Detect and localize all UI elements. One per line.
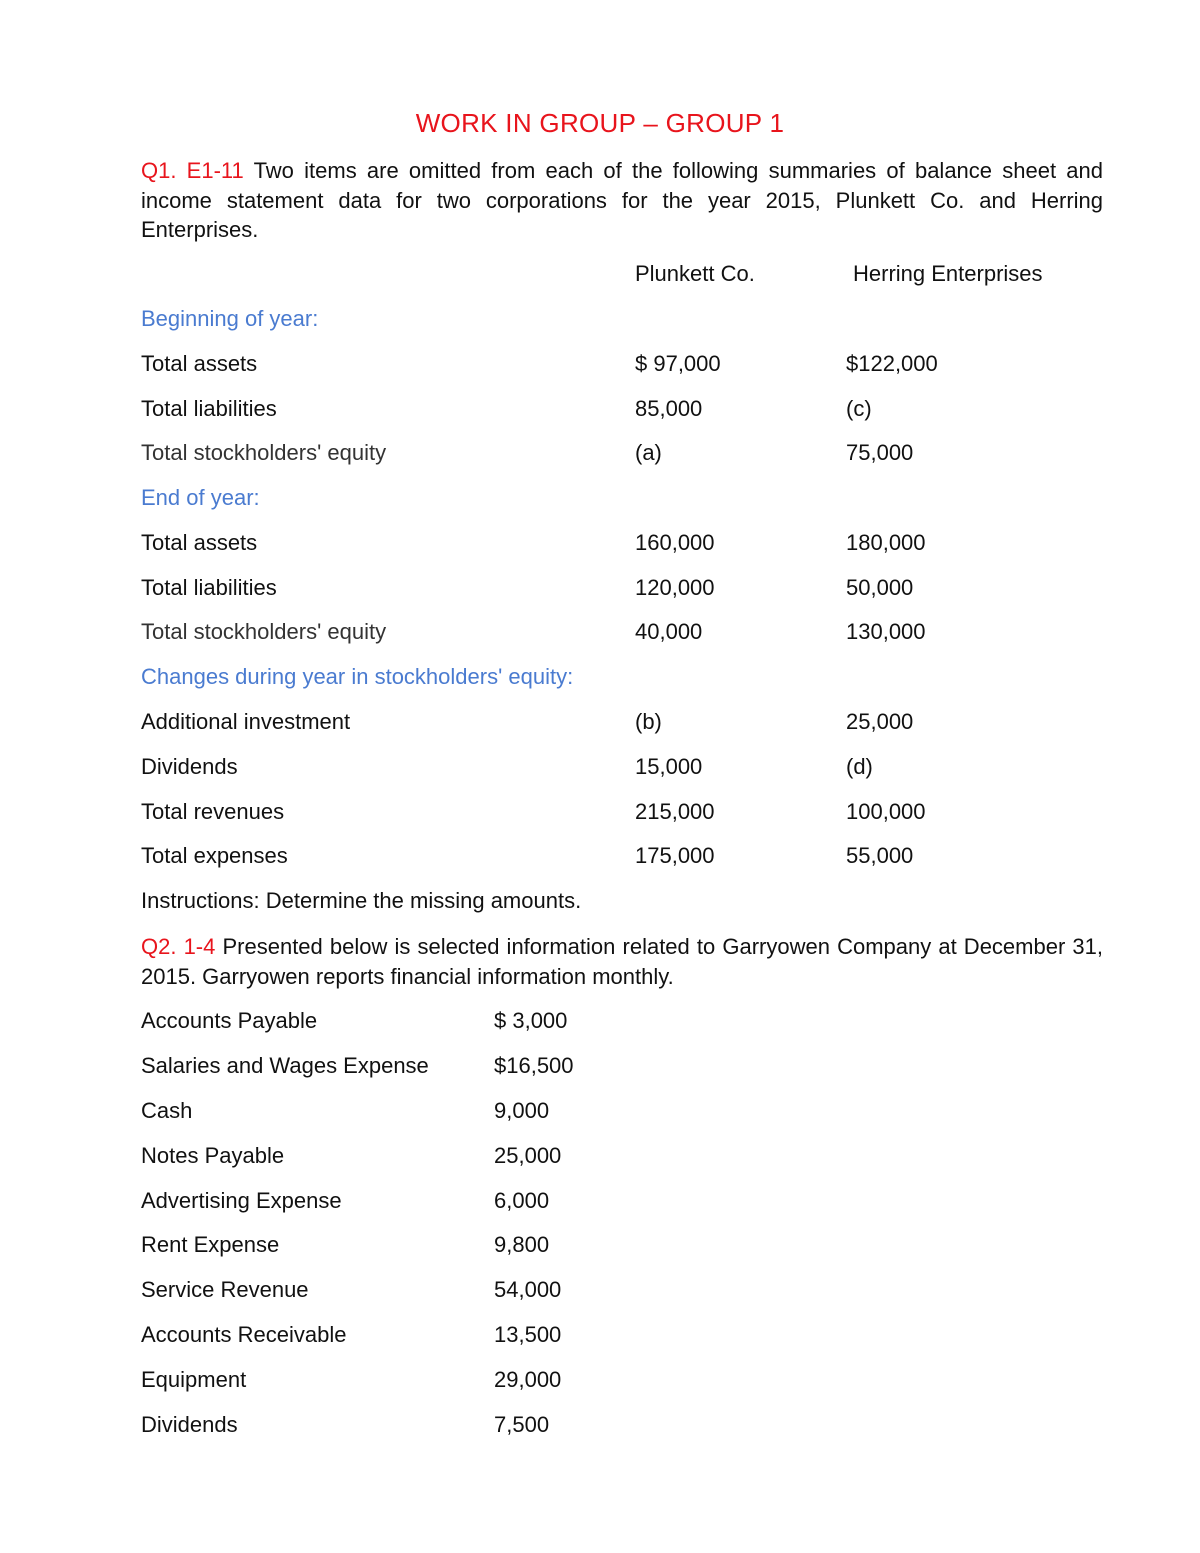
row-label: Total stockholders' equity (141, 619, 387, 644)
plunkett-value: 215,000 (635, 799, 715, 824)
section-label: Beginning of year: (141, 306, 319, 331)
item-value: $ 3,000 (494, 1008, 568, 1033)
plunkett-value: (b) (635, 709, 662, 734)
q2-id: Q2. 1-4 (141, 934, 216, 959)
column-header-plunkett: Plunkett Co. (635, 261, 755, 286)
row-label: Total expenses (141, 843, 288, 868)
herring-value: $122,000 (846, 351, 938, 376)
row-label: Additional investment (141, 709, 351, 734)
item-label: Notes Payable (141, 1143, 285, 1168)
herring-value: (d) (846, 754, 873, 779)
q1-id: Q1. E1-11 (141, 158, 244, 183)
plunkett-value: 85,000 (635, 396, 703, 421)
item-label: Cash (141, 1098, 193, 1123)
row-label: Total stockholders' equity (141, 440, 387, 465)
herring-value: 25,000 (846, 709, 914, 734)
item-value: 25,000 (494, 1143, 562, 1168)
plunkett-value: 120,000 (635, 575, 715, 600)
q2-intro (141, 932, 1103, 991)
item-value: 6,000 (494, 1188, 550, 1213)
item-label: Service Revenue (141, 1277, 309, 1302)
row-label: Total assets (141, 351, 258, 376)
row-label: Total revenues (141, 799, 285, 824)
herring-value: 100,000 (846, 799, 926, 824)
item-label: Rent Expense (141, 1232, 280, 1257)
column-header-herring: Herring Enterprises (853, 261, 1043, 286)
q1-text: Two items are omitted from each of the following summaries of balance sheet and income statement data for two corporations for the year 2015, Plunkett Co. and Herring Enterprises. (141, 158, 1103, 242)
item-label: Accounts Receivable (141, 1322, 347, 1347)
item-value: 13,500 (494, 1322, 562, 1347)
item-label: Accounts Payable (141, 1008, 318, 1033)
plunkett-value: 175,000 (635, 843, 715, 868)
q1-intro (141, 156, 1103, 245)
plunkett-value: (a) (635, 440, 662, 465)
item-value: 7,500 (494, 1412, 550, 1437)
plunkett-value: $ 97,000 (635, 351, 721, 376)
plunkett-value: 15,000 (635, 754, 703, 779)
plunkett-value: 40,000 (635, 619, 703, 644)
herring-value: (c) (846, 396, 872, 421)
section-label: Changes during year in stockholders' equity: (141, 664, 574, 689)
item-value: 54,000 (494, 1277, 562, 1302)
row-label: Total liabilities (141, 396, 277, 421)
item-value: 9,000 (494, 1098, 550, 1123)
item-label: Salaries and Wages Expense (141, 1053, 429, 1078)
row-label: Total assets (141, 530, 258, 555)
item-value: $16,500 (494, 1053, 574, 1078)
plunkett-value: 160,000 (635, 530, 715, 555)
q2-text: Presented below is selected information related to Garryowen Company at December 31, 2015. Garryowen reports financial information monthly. (141, 934, 1103, 989)
row-label: Total liabilities (141, 575, 277, 600)
instructions-text: Instructions: Determine the missing amounts. (141, 888, 582, 913)
item-value: 29,000 (494, 1367, 562, 1392)
herring-value: 75,000 (846, 440, 914, 465)
item-value: 9,800 (494, 1232, 550, 1257)
item-label: Advertising Expense (141, 1188, 342, 1213)
item-label: Equipment (141, 1367, 247, 1392)
section-label: End of year: (141, 485, 260, 510)
page-title: WORK IN GROUP – GROUP 1 (415, 108, 785, 138)
herring-value: 50,000 (846, 575, 914, 600)
row-label: Dividends (141, 754, 238, 779)
herring-value: 55,000 (846, 843, 914, 868)
herring-value: 180,000 (846, 530, 926, 555)
item-label: Dividends (141, 1412, 238, 1437)
herring-value: 130,000 (846, 619, 926, 644)
